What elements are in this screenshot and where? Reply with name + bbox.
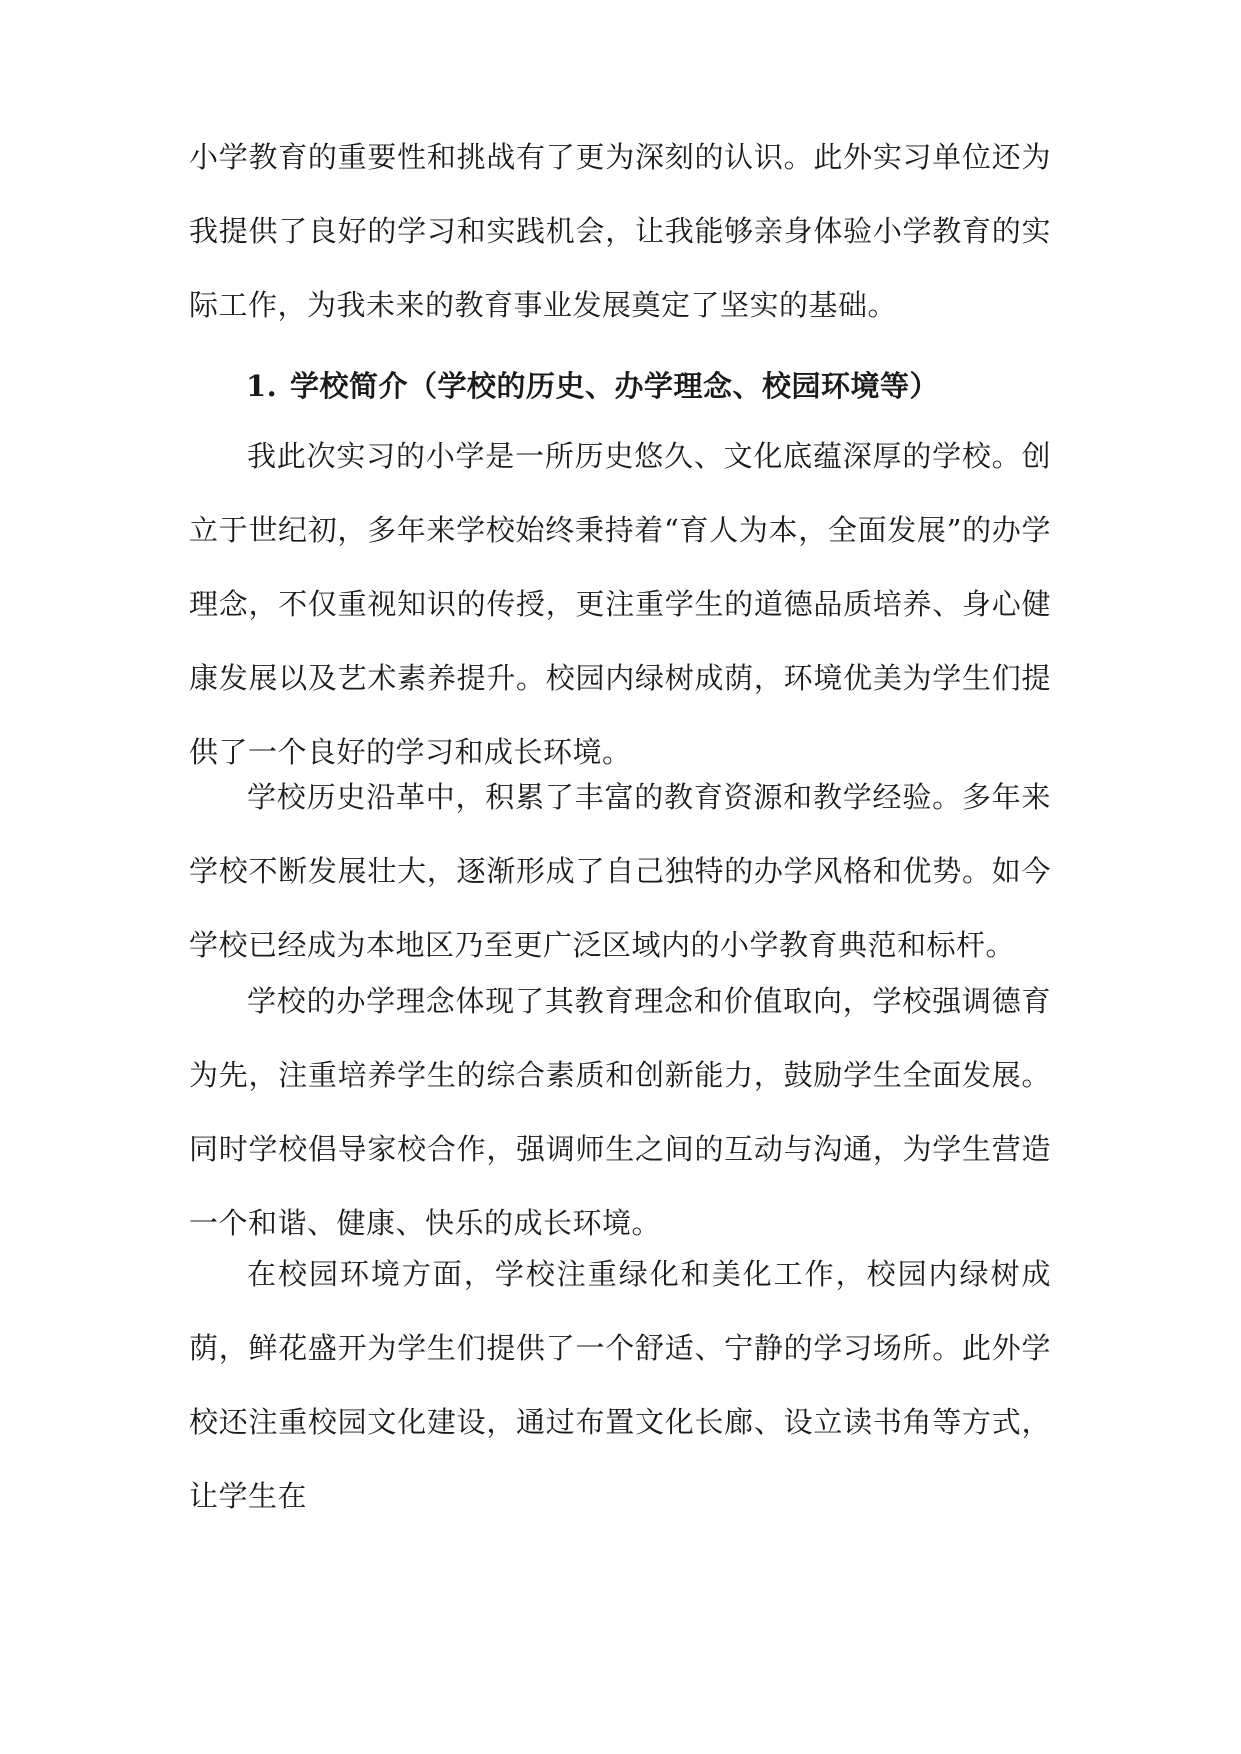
- school-philosophy-paragraph: 学校的办学理念体现了其教育理念和价值取向，学校强调德育为先，注重培养学生的综合素质和创新能力，鼓励学生全面发展。同时学校倡导家校合作，强调师生之间的互动与沟通，为学生营造一个和谐、健康、快乐的成长环境。: [189, 984, 1051, 1240]
- intro-continuation-paragraph: 小学教育的重要性和挑战有了更为深刻的认识。此外实习单位还为我提供了良好的学习和实践机会，让我能够亲身体验小学教育的实际工作，为我未来的教育事业发展奠定了坚实的基础。: [189, 140, 1051, 322]
- school-overview-paragraph: 我此次实习的小学是一所历史悠久、文化底蕴深厚的学校。创立于世纪初，多年来学校始终秉持着“育人为本，全面发展”的办学理念，不仅重视知识的传授，更注重学生的道德品质培养、身心健康发展以及艺术素养提升。校园内绿树成荫，环境优美为学生们提供了一个良好的学习和成长环境。: [189, 439, 1051, 769]
- section-heading-number: 1.: [246, 369, 278, 403]
- section-heading-text: 学校简介（学校的历史、办学理念、校园环境等）: [290, 369, 940, 403]
- campus-environment-paragraph: 在校园环境方面，学校注重绿化和美化工作，校园内绿树成荫，鲜花盛开为学生们提供了一个舒适、宁静的学习场所。此外学校还注重校园文化建设，通过布置文化长廊、设立读书角等方式，让学生在: [189, 1257, 1051, 1513]
- section-heading: [246, 349, 1046, 423]
- school-history-paragraph: 学校历史沿革中，积累了丰富的教育资源和教学经验。多年来学校不断发展壮大，逐渐形成了自己独特的办学风格和优势。如今学校已经成为本地区乃至更广泛区域内的小学教育典范和标杆。: [189, 780, 1051, 962]
